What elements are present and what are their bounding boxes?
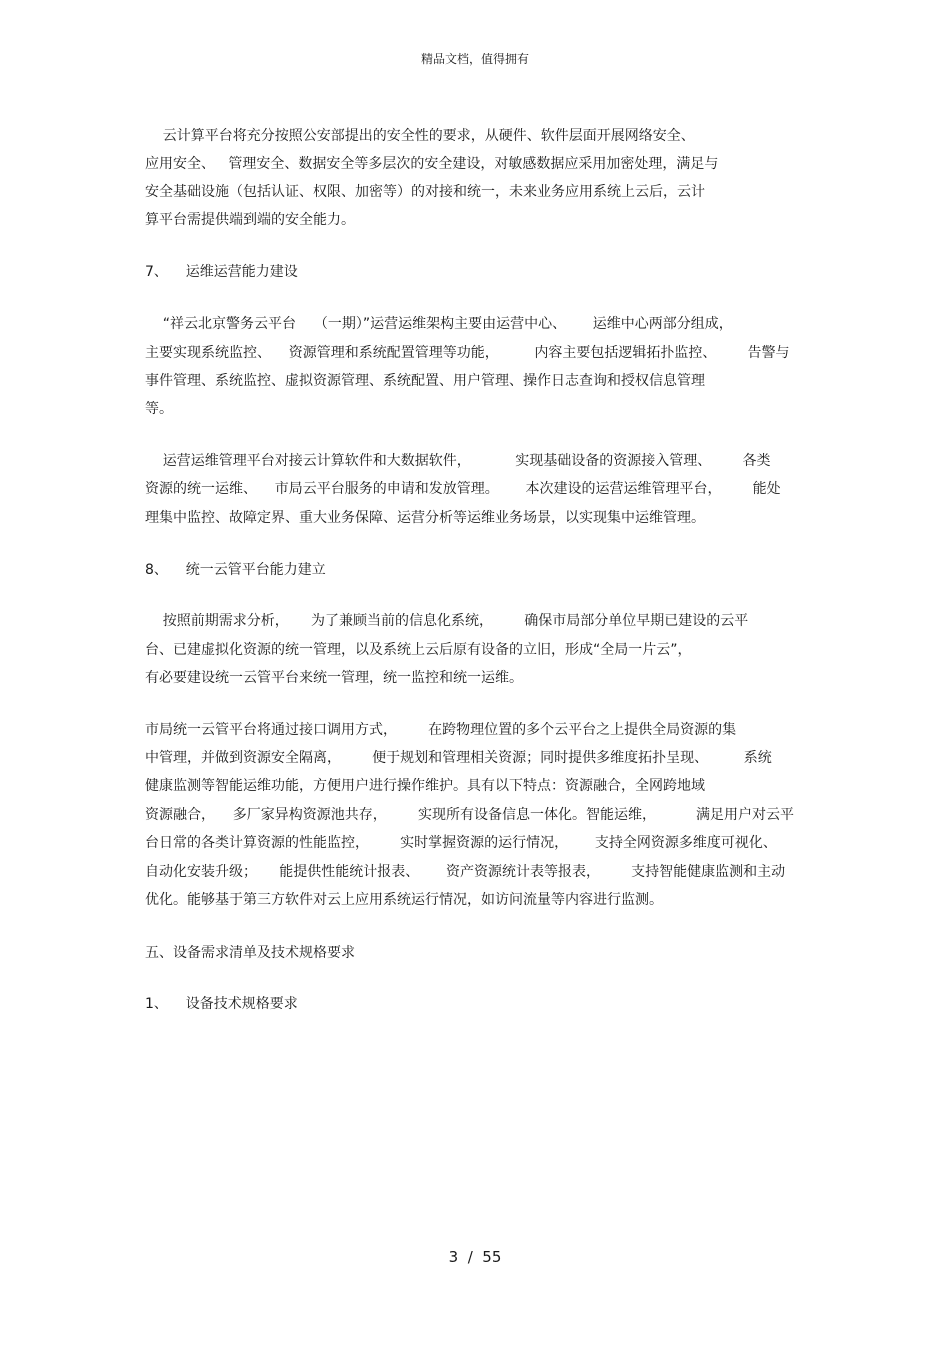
text-line: 运营运维管理平台对接云计算软件和大数据软件， 实现基础设备的资源接入管理、 各类 [145,453,771,469]
text-line: 应用安全、 管理安全、数据安全等多层次的安全建设，对敏感数据应采用加密处理，满足与 [145,156,719,172]
text-line: 等。 [145,401,173,417]
text-line: 资源融合， 多厂家异构资源池共存， 实现所有设备信息一体化。智能运维， 满足用户对云平 [145,807,795,823]
page-header: 精品文档，值得拥有 [420,52,529,66]
text-line: 台日常的各类计算资源的性能监控， 实时掌握资源的运行情况， 支持全网资源多维度可视化、 [145,835,777,851]
text-line: 事件管理、系统监控、虚拟资源管理、系统配置、用户管理、操作日志查询和授权信息管理 [145,373,705,389]
text-line: 中管理，并做到资源安全隔离， 便于规划和管理相关资源；同时提供多维度拓扑呈现、 系统 [145,750,772,766]
text-line: 云计算平台将充分按照公安部提出的安全性的要求，从硬件、软件层面开展网络安全、 [145,128,695,144]
section-heading: 1、 设备技术规格要求 [145,996,298,1012]
text-line: 市局统一云管平台将通过接口调用方式， 在跨物理位置的多个云平台之上提供全局资源的集 [145,722,737,738]
text-line: 算平台需提供端到端的安全能力。 [145,212,355,228]
text-line: 按照前期需求分析， 为了兼顾当前的信息化系统， 确保市局部分单位早期已建设的云平 [145,613,749,629]
text-line: 主要实现系统监控、 资源管理和系统配置管理等功能， 内容主要包括逻辑拓扑监控、 告警与 [145,345,790,361]
section-heading: 五、设备需求清单及技术规格要求 [145,945,355,961]
section-heading: 8、 统一云管平台能力建立 [145,562,326,578]
text-line: 台、已建虚拟化资源的统一管理，以及系统上云后原有设备的立旧，形成“全局一片云”， [145,642,692,658]
text-line: 理集中监控、故障定界、重大业务保障、运营分析等运维业务场景，以实现集中运维管理。 [145,510,705,526]
text-line: 自动化安装升级； 能提供性能统计报表、 资产资源统计表等报表， 支持智能健康监测和主动 [145,864,786,880]
text-line: 资源的统一运维、 市局云平台服务的申请和发放管理。 本次建设的运营运维管理平台， 能处 [145,481,781,497]
text-line: 健康监测等智能运维功能，方便用户进行操作维护。具有以下特点：资源融合，全网跨地域 [145,778,705,794]
text-line: “祥云北京警务云平台 （一期）”运营运维架构主要由运营中心、 运维中心两部分组成， [145,316,733,332]
text-line: 安全基础设施（包括认证、权限、加密等）的对接和统一，未来业务应用系统上云后，云计 [145,184,705,200]
text-line: 有必要建设统一云管平台来统一管理，统一监控和统一运维。 [145,670,523,686]
page-number: 3 / 55 [448,1248,502,1266]
section-heading: 7、 运维运营能力建设 [145,264,298,280]
text-line: 优化。能够基于第三方软件对云上应用系统运行情况，如访问流量等内容进行监测。 [145,892,663,908]
